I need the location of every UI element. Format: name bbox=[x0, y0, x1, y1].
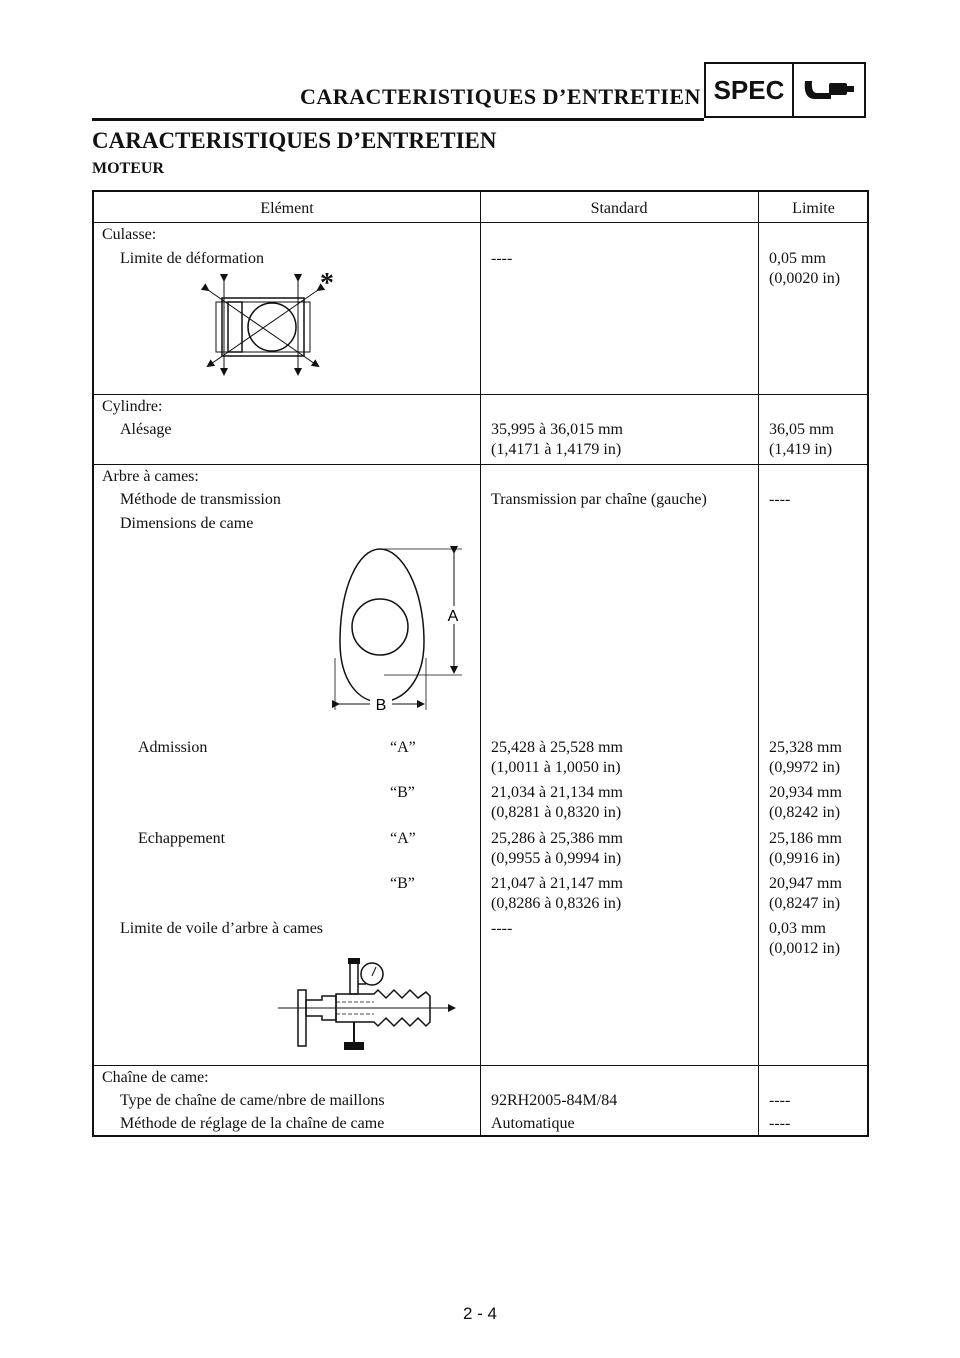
cam-label-a: A bbox=[447, 608, 459, 625]
header-rule bbox=[92, 118, 704, 121]
limit-chaine-type: ---- bbox=[769, 1092, 791, 1109]
page-number: 2 - 4 bbox=[462, 1304, 498, 1323]
row-divider bbox=[94, 464, 867, 465]
label-transmission: Méthode de transmission bbox=[120, 491, 281, 508]
spec-badge-label: SPEC bbox=[706, 64, 794, 116]
cam-label-b: B bbox=[375, 697, 387, 714]
row-divider bbox=[94, 1065, 867, 1066]
column-divider bbox=[480, 192, 481, 1135]
page-title: CARACTERISTIQUES D’ENTRETIEN bbox=[92, 128, 497, 153]
standard-echappement-b-mm: 21,047 à 21,147 mm bbox=[491, 875, 623, 892]
limit-admission-a-mm: 25,328 mm bbox=[769, 739, 842, 756]
label-chaine-reglage: Méthode de réglage de la chaîne de came bbox=[120, 1115, 385, 1132]
group-culasse: Culasse: bbox=[102, 226, 157, 243]
limit-echappement-a-mm: 25,186 mm bbox=[769, 830, 842, 847]
key-echappement-a: “A” bbox=[390, 830, 416, 847]
limit-echappement-b-in: (0,8247 in) bbox=[769, 895, 841, 912]
standard-admission-b-in: (0,8281 à 0,8320 in) bbox=[491, 804, 622, 821]
limit-admission-a-in: (0,9972 in) bbox=[769, 759, 841, 776]
standard-admission-b-mm: 21,034 à 21,134 mm bbox=[491, 784, 623, 801]
group-arbre: Arbre à cames: bbox=[102, 468, 199, 485]
figure-asterisk: * bbox=[320, 268, 334, 299]
standard-echappement-a-in: (0,9955 à 0,9994 in) bbox=[491, 850, 622, 867]
standard-admission-a-in: (1,0011 à 1,0050 in) bbox=[491, 759, 621, 776]
key-admission-a: “A” bbox=[390, 739, 416, 756]
standard-alesage-mm: 35,995 à 36,015 mm bbox=[491, 421, 623, 438]
column-divider bbox=[758, 192, 759, 1135]
running-header-title: CARACTERISTIQUES D’ENTRETIEN bbox=[300, 84, 701, 109]
limit-transmission: ---- bbox=[769, 491, 791, 508]
standard-voile: ---- bbox=[491, 920, 513, 937]
limit-admission-b-mm: 20,934 mm bbox=[769, 784, 842, 801]
limit-deformation-mm: 0,05 mm bbox=[769, 250, 826, 267]
limit-deformation-in: (0,0020 in) bbox=[769, 270, 841, 287]
label-alesage: Alésage bbox=[120, 421, 172, 438]
group-chaine: Chaîne de came: bbox=[102, 1069, 209, 1086]
standard-echappement-a-mm: 25,286 à 25,386 mm bbox=[491, 830, 623, 847]
limit-echappement-b-mm: 20,947 mm bbox=[769, 875, 842, 892]
standard-transmission: Transmission par chaîne (gauche) bbox=[491, 491, 707, 508]
camshaft-runout-figure bbox=[278, 950, 458, 1054]
key-admission-b: “B” bbox=[390, 784, 415, 801]
row-divider bbox=[94, 222, 867, 223]
limit-admission-b-in: (0,8242 in) bbox=[769, 804, 841, 821]
limit-alesage-in: (1,419 in) bbox=[769, 441, 833, 458]
label-chaine-type: Type de chaîne de came/nbre de maillons bbox=[120, 1092, 385, 1109]
group-cylindre: Cylindre: bbox=[102, 398, 163, 415]
standard-chaine-type: 92RH2005-84M/84 bbox=[491, 1092, 618, 1109]
standard-alesage-in: (1,4171 à 1,4179 in) bbox=[491, 441, 622, 458]
label-echappement: Echappement bbox=[138, 830, 226, 847]
header-limit: Limite bbox=[792, 200, 835, 217]
row-divider bbox=[94, 394, 867, 395]
cam-lobe-figure bbox=[322, 540, 472, 715]
header-standard: Standard bbox=[590, 200, 648, 217]
limit-echappement-a-in: (0,9916 in) bbox=[769, 850, 841, 867]
limit-voile-in: (0,0012 in) bbox=[769, 940, 841, 957]
limit-alesage-mm: 36,05 mm bbox=[769, 421, 834, 438]
label-voile: Limite de voile d’arbre à cames bbox=[120, 920, 324, 937]
standard-admission-a-mm: 25,428 à 25,528 mm bbox=[491, 739, 623, 756]
spec-badge bbox=[704, 62, 866, 118]
label-deformation: Limite de déformation bbox=[120, 250, 264, 267]
limit-voile-mm: 0,03 mm bbox=[769, 920, 826, 937]
wrench-icon bbox=[794, 64, 864, 116]
limit-chaine-reglage: ---- bbox=[769, 1115, 791, 1132]
standard-chaine-reglage: Automatique bbox=[491, 1115, 575, 1132]
key-echappement-b: “B” bbox=[390, 875, 415, 892]
header-element: Elément bbox=[260, 200, 314, 217]
label-admission: Admission bbox=[138, 739, 208, 756]
standard-deformation: ---- bbox=[491, 250, 513, 267]
section-label: MOTEUR bbox=[92, 160, 164, 177]
label-dimensions: Dimensions de came bbox=[120, 515, 254, 532]
standard-echappement-b-in: (0,8286 à 0,8326 in) bbox=[491, 895, 622, 912]
